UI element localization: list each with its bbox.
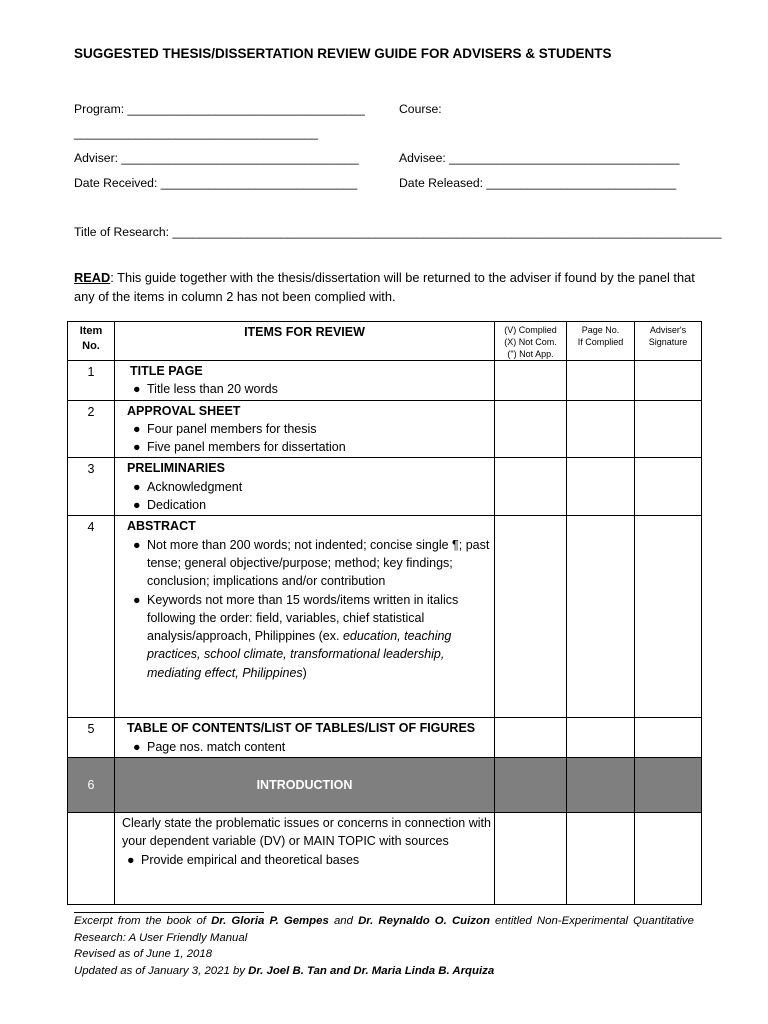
program-field: Program: ___________________________________ — [74, 102, 365, 116]
page-no-cell — [567, 757, 635, 812]
table-row — [68, 718, 702, 758]
item-content: APPROVAL SHEET ● Four panel members for thesis ● Five panel members for dissertation — [115, 400, 495, 458]
footnote-updated: Updated as of January 3, 2021 by Dr. Joel B. Tan and Dr. Maria Linda B. Arquiza — [74, 964, 495, 977]
item-content: TABLE OF CONTENTS/LIST OF TABLES/LIST OF FIGURES ● Page nos. match content — [115, 718, 495, 758]
table-row — [68, 812, 702, 904]
read-text: : This guide together with the thesis/dissertation will be returned to the adviser if found by the panel that any of the items in column 2 has not been complied with. — [74, 270, 695, 304]
item-number: 4 — [68, 516, 115, 718]
page-no-cell[interactable] — [567, 361, 635, 401]
signature-cell[interactable] — [635, 516, 702, 718]
item-number: 1 — [68, 361, 115, 401]
title-of-research-field: Title of Research: _________________________________________________________________________________ — [74, 225, 722, 239]
header-page-no: Page No. If Complied — [567, 322, 635, 361]
signature-cell[interactable] — [635, 812, 702, 904]
signature-cell[interactable] — [635, 458, 702, 516]
complied-cell[interactable] — [495, 516, 567, 718]
item-number: 3 — [68, 458, 115, 516]
item-content: PRELIMINARIES ● Acknowledgment ● Dedication — [115, 458, 495, 516]
section-row-introduction — [68, 757, 702, 812]
section-heading: INTRODUCTION — [115, 757, 495, 812]
table-row — [68, 361, 702, 401]
advisee-field: Advisee: __________________________________ — [399, 151, 680, 165]
page-no-cell[interactable] — [567, 400, 635, 458]
document-title: SUGGESTED THESIS/DISSERTATION REVIEW GUIDE FOR ADVISERS & STUDENTS — [74, 46, 612, 61]
item-content: ABSTRACT ● Not more than 200 words; not indented; concise single ¶; past tense; general objective/purpose; method; key findings; conclusion; implications and/or contribution ● Keywords not more than 15 words/items written in italics following the order: field, variables, chief statistical analysis/approach, Philippines (ex. education, teaching practices, school climate, transformational leadership, mediating effect, Philippines) — [115, 516, 495, 718]
complied-cell[interactable] — [495, 458, 567, 516]
complied-cell[interactable] — [495, 718, 567, 758]
table-row — [68, 458, 702, 516]
footnote-revised: Revised as of June 1, 2018 — [74, 948, 213, 961]
item-number — [68, 812, 115, 904]
item-number: 2 — [68, 400, 115, 458]
item-number: 5 — [68, 718, 115, 758]
read-instruction — [74, 268, 704, 306]
footnote — [74, 913, 694, 979]
signature-cell — [635, 757, 702, 812]
complied-cell[interactable] — [495, 361, 567, 401]
review-table — [67, 321, 702, 905]
complied-cell — [495, 757, 567, 812]
page-no-cell[interactable] — [567, 718, 635, 758]
item-content: TITLE PAGE ● Title less than 20 words — [115, 361, 495, 401]
table-row — [68, 516, 702, 718]
complied-cell[interactable] — [495, 400, 567, 458]
program-field-continued: ____________________________________ — [74, 126, 319, 140]
header-complied: (V) Complied (X) Not Com. (") Not App. — [495, 322, 567, 361]
adviser-field: Adviser: ___________________________________ — [74, 151, 359, 165]
header-items-for-review: ITEMS FOR REVIEW — [115, 322, 495, 361]
date-received-field: Date Received: _____________________________ — [74, 176, 358, 190]
date-released-field: Date Released: ____________________________ — [399, 176, 677, 190]
item-number: 6 — [68, 757, 115, 812]
signature-cell[interactable] — [635, 361, 702, 401]
signature-cell[interactable] — [635, 718, 702, 758]
page-no-cell[interactable] — [567, 812, 635, 904]
table-row — [68, 400, 702, 458]
page-no-cell[interactable] — [567, 516, 635, 718]
signature-cell[interactable] — [635, 400, 702, 458]
header-item-no: Item No. — [68, 322, 115, 361]
complied-cell[interactable] — [495, 812, 567, 904]
table-header-row — [68, 322, 702, 361]
page-no-cell[interactable] — [567, 458, 635, 516]
item-content: Clearly state the problematic issues or concerns in connection with your dependent variable (DV) or MAIN TOPIC with sources ● Provide empirical and theoretical bases — [115, 812, 495, 904]
read-label: READ — [74, 270, 111, 285]
footnote-excerpt: Excerpt from the book of Dr. Gloria P. Gempes and Dr. Reynaldo O. Cuizon entitled Non-Experimental Quantitative Research: A User Friendly Manual — [74, 915, 694, 944]
header-adviser-signature: Adviser's Signature — [635, 322, 702, 361]
course-field: Course: — [399, 102, 442, 116]
